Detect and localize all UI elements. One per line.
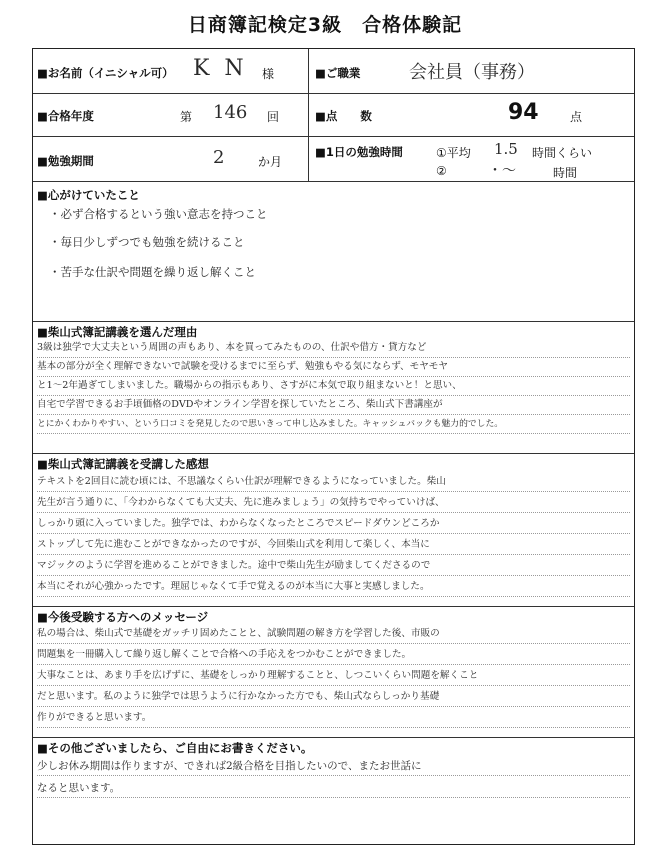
message-line: 大事なことは、あまり手を広げずに、基礎をしっかり理解することと、しつこいくらい問題を解くこと	[37, 667, 630, 686]
message-heading: ■今後受験する方へのメッセージ	[37, 610, 209, 624]
testimonial-form	[32, 48, 635, 845]
reason-line: とにかくわかりやすい、という口コミを発見したので思いきって申し込みました。キャッシュバックも魅力的でした。	[37, 415, 630, 434]
section-divider	[33, 737, 634, 738]
section-divider	[33, 321, 634, 322]
other-line: なると思います。	[37, 779, 630, 798]
daily-study-opt1-suffix: 時間くらい	[532, 146, 593, 160]
daily-study-opt1-prefix: ①平均	[436, 146, 471, 160]
message-line: 作りができると思います。	[37, 709, 630, 728]
score-label: ■点 数	[315, 109, 372, 123]
impressions-line: マジックのように学習を進めることができました。途中で柴山先生が励ましてくださるので	[37, 557, 630, 576]
row-divider	[33, 181, 634, 182]
occupation-value: 会社員（事務）	[409, 62, 535, 83]
exam-round-label: ■合格年度	[37, 109, 94, 123]
section-divider	[33, 453, 634, 454]
study-period-value: 2	[213, 147, 225, 168]
section-divider	[33, 606, 634, 607]
document-title: 日商簿記検定3級 合格体験記	[187, 14, 463, 36]
row-divider	[33, 93, 634, 94]
other-heading: ■その他ございましたら、ご自由にお書きください。	[37, 741, 313, 755]
exam-round-suffix: 回	[267, 110, 280, 124]
daily-study-opt2-prefix: ②	[436, 164, 447, 178]
mindset-line: ・苦手な仕訳や問題を繰り返し解くこと	[49, 265, 256, 279]
impressions-heading: ■柴山式簿記講義を受講した感想	[37, 457, 209, 471]
mindset-heading: ■心がけていたこと	[37, 188, 140, 202]
score-value: 94	[508, 100, 539, 125]
occupation-label: ■ご職業	[315, 66, 361, 80]
impressions-line: しっかり頭に入っていました。独学では、わからなくなったところでスピードダウンどころか	[37, 515, 630, 534]
name-label: ■お名前（イニシャル可）	[37, 66, 174, 80]
daily-study-opt2-suffix: 時間	[553, 166, 578, 180]
name-suffix: 様	[262, 67, 275, 81]
impressions-line: ストップして先に進むことができなかったのですが、今回柴山式を利用して楽しく、本当に	[37, 536, 630, 555]
message-line: 問題集を一冊購入して繰り返し解くことで合格への手応えをつかむことができました。	[37, 646, 630, 665]
reason-line: 基本の部分が全く理解できないで試験を受けるまでに至らず、勉強もやる気にならず、モヤモヤ	[37, 358, 630, 377]
study-period-suffix: か月	[258, 155, 283, 169]
column-divider	[308, 49, 309, 181]
mindset-line: ・必ず合格するという強い意志を持つこと	[49, 207, 268, 221]
name-value: K N	[193, 56, 248, 81]
impressions-line: テキストを2回目に読む頃には、不思議なくらい仕訳が理解できるようになっていました。柴山	[37, 473, 630, 492]
study-period-label: ■勉強期間	[37, 154, 94, 168]
impressions-line: 先生が言う通りに、「今わからなくても大丈夫、先に進みましょう」の気持ちでやっていけば、	[37, 494, 630, 513]
reason-line: 3級は独学で大丈夫という周囲の声もあり、本を買ってみたものの、仕訳や借方・貸方など	[37, 339, 630, 358]
impressions-line: 本当にそれが心強かったです。理屈じゃなくて手で覚えるのが本当に大事と実感しました。	[37, 578, 630, 597]
score-suffix: 点	[570, 110, 583, 124]
daily-study-opt2-value: ・～	[488, 163, 516, 179]
row-divider	[33, 136, 634, 137]
exam-round-value: 146	[213, 102, 248, 123]
daily-study-opt1-value: 1.5	[494, 140, 518, 158]
other-line: 少しお休み期間は作りますが、できれば2級合格を目指したいので、またお世話に	[37, 757, 630, 776]
mindset-line: ・毎日少しずつでも勉強を続けること	[49, 235, 245, 249]
exam-round-prefix: 第	[180, 110, 193, 124]
reason-line: 自宅で学習できるお手頃価格のDVDやオンライン学習を探していたところ、柴山式下書講座が	[37, 396, 630, 415]
reason-line: と1～2年過ぎてしまいました。職場からの指示もあり、さすがに本気で取り組まないと！と思い、	[37, 377, 630, 396]
message-line: だと思います。私のように独学では思うように行かなかった方でも、柴山式ならしっかり基礎	[37, 688, 630, 707]
daily-study-label: ■1日の勉強時間	[315, 145, 403, 159]
reason-heading: ■柴山式簿記講義を選んだ理由	[37, 325, 198, 339]
message-line: 私の場合は、柴山式で基礎をガッチリ固めたことと、試験問題の解き方を学習した後、市販の	[37, 625, 630, 644]
